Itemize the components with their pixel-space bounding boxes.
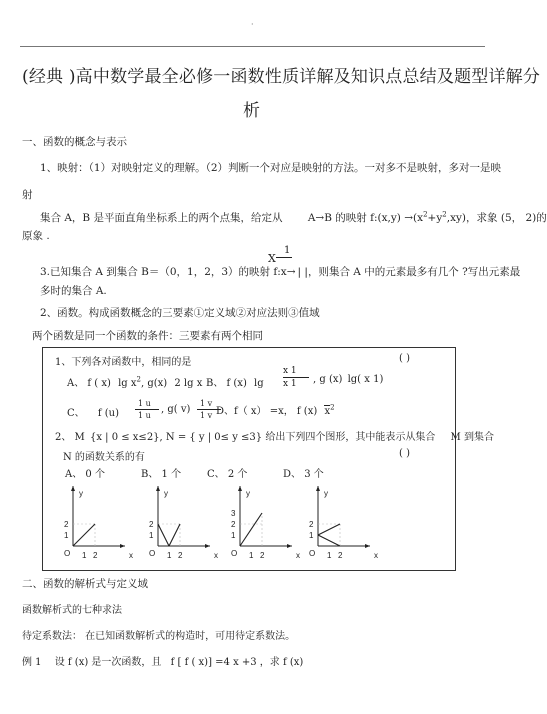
q1-b-g-label: , g (x) — [313, 374, 343, 385]
same-function-condition: 两个函数是同一个函数的条件：三要素有两个相同 — [32, 330, 263, 342]
graph-2-x-tick-2: 2 — [178, 551, 183, 560]
q1-b-den: x 1 — [283, 379, 297, 389]
item3-text-b: ，则集合 A 中的元素最多有几个 ?写出元素最 — [307, 266, 521, 278]
graph-3-y-tick-2: 2 — [231, 520, 236, 529]
section-1-heading: 一、函数的概念与表示 — [22, 136, 127, 148]
item3-frac-bar — [276, 257, 292, 258]
choice-b: B、 1 个 — [141, 469, 182, 480]
graph-4-x-label: x — [374, 551, 378, 560]
example-1-label: 例 1 — [22, 657, 42, 668]
graph-2-segment-1 — [158, 524, 169, 546]
graph-4-y-tick-1: 1 — [309, 531, 314, 540]
q1-a-g2: 2 lg x — [174, 378, 203, 389]
graph-4-y-arrow — [316, 486, 320, 491]
q2-paren: ( ) — [399, 448, 410, 459]
item3-text-a: 3.已知集合 A 到集合 B＝（0，1，2，3）的映射 f:x→ — [40, 266, 296, 278]
example-1-text: 设 f (x) 是一次函数，且 — [54, 657, 162, 668]
q1-c-num1: 1 u — [138, 399, 151, 408]
graph-4-x-tick-1: 1 — [327, 551, 332, 560]
q1-c-g: , g( v) — [161, 404, 191, 415]
q1-c-den1: 1 u — [138, 411, 151, 420]
graph-2-y-label: y — [164, 489, 168, 498]
graph-4-segment-1 — [318, 524, 340, 535]
q1-b-g2: lg( x 1) — [347, 374, 384, 385]
graph-2-x-tick-1: 1 — [167, 551, 172, 560]
map-sup-1: 2 — [423, 210, 428, 219]
q1-d-expr: x — [324, 406, 331, 417]
q1-d-text: D、f（ x） =x， f (x) — [216, 406, 318, 417]
sets-paragraph-a — [40, 210, 547, 225]
q1-b-num: x 1 — [283, 366, 297, 376]
item-1-line-a: 1、映射：（1）对映射定义的理解。（2）判断一个对应是映射的方法。一对多不是映射，多对一是映 — [40, 162, 502, 174]
graph-2-origin-label: O — [149, 549, 156, 558]
graph-3-x-label: x — [296, 551, 300, 560]
choice-c: C、 2 个 — [207, 469, 248, 480]
graph-2-x-arrow — [205, 544, 210, 548]
item3-frac-top: 1 — [284, 245, 291, 256]
map-text: A→B 的映射 f:(x,y) →(x — [307, 212, 424, 224]
example-1-eq: f [ f ( x)] =4 x +3 ，求 f (x) — [170, 657, 304, 668]
q2-a: 2、 M — [55, 432, 85, 443]
undetermined-method: 待定系数法： 在已知函数解析式的构造时，可用待定系数法。 — [22, 631, 296, 642]
example-1 — [22, 653, 303, 668]
graph-1-y-label: y — [79, 489, 83, 498]
graph-3-y-tick-1: 1 — [231, 531, 236, 540]
graph-1-y-arrow — [71, 486, 75, 491]
graph-3-x-tick-1: 1 — [249, 551, 254, 560]
graph-2-y-tick-1: 1 — [149, 531, 154, 540]
graph-4-x-tick-2: 2 — [338, 551, 343, 560]
item3-frac-x: X — [268, 252, 276, 265]
graph-3-origin-label: O — [231, 549, 238, 558]
sets-paragraph-b: 原象 . — [22, 230, 50, 242]
methods-heading: 函数解析式的七种求法 — [22, 605, 122, 616]
graph-4-y-label: y — [324, 489, 328, 498]
graph-1-origin-label: O — [64, 549, 71, 558]
graph-2-y-arrow — [156, 486, 160, 491]
q1-b-lg: lg — [254, 378, 264, 389]
graph-4-y-tick-2: 2 — [309, 520, 314, 529]
graph-3-x-arrow — [287, 544, 292, 548]
graph-3-y-label: y — [246, 489, 250, 498]
q1-c-label: C、 — [67, 408, 85, 419]
q1-a-sup: 2 — [136, 375, 141, 384]
graph-3-x-tick-2: 2 — [260, 551, 265, 560]
item-2-functions: 2、函数。构成函数概念的三要素①定义域②对应法则③值域 — [40, 307, 320, 319]
graph-1-y-tick-2: 2 — [64, 520, 69, 529]
graph-1-x-tick-2: 2 — [93, 551, 98, 560]
graph-4-origin-label: O — [309, 549, 316, 558]
exercise-box — [42, 347, 494, 571]
item-1-line-b: 射 — [22, 189, 33, 201]
q1-c-num2: 1 v — [200, 399, 213, 408]
graph-1-segment-1 — [73, 524, 95, 546]
section-2-heading: 二、函数的解析式与定义域 — [22, 578, 148, 590]
sets-text: 集合 A，B 是平面直角坐标系上的两个点集，给定从 — [40, 212, 283, 224]
q2-b: {x | 0 ≤ x≤2}, N = { y | 0≤ y ≤3} 给出下列四个图形，其中能表示从集合 — [89, 432, 436, 443]
graph-2-x-label: x — [214, 551, 218, 560]
choice-d: D、 3 个 — [283, 469, 324, 480]
graph-2-y-tick-2: 2 — [149, 520, 154, 529]
q1-text: 1、下列各对函数中，相同的是 — [55, 357, 192, 368]
q2-c: M 到集合 — [450, 432, 494, 443]
top-rule — [20, 46, 485, 47]
q1-a-g: , g(x) — [140, 378, 168, 389]
graph-1-y-tick-1: 1 — [64, 531, 69, 540]
item-3-line-a — [40, 264, 520, 279]
q1-d-sup: 2 — [330, 403, 335, 412]
q1-a-label: A、 f ( x) — [67, 378, 111, 389]
graph-1-x-label: x — [129, 551, 133, 560]
q1-paren: ( ) — [399, 353, 410, 364]
map-text-2: +y — [427, 212, 443, 224]
graph-1-x-tick-1: 1 — [82, 551, 87, 560]
graph-4-x-arrow — [365, 544, 370, 548]
title-line-1: (经典 )高中数学最全必修一函数性质详解及知识点总结及题型详解分 — [22, 67, 541, 87]
title-line-2: 析 — [243, 101, 260, 121]
graph-1-x-arrow — [120, 544, 125, 548]
item-3-line-c: 多时的集合 A. — [40, 285, 107, 297]
item3-abs: | | — [297, 266, 308, 278]
q1-b-label: B、 f (x) — [206, 378, 247, 389]
function-graphs — [43, 348, 455, 570]
graph-3-segment-1 — [240, 513, 262, 546]
header-dot: · — [251, 20, 254, 29]
map-sup-2: 2 — [442, 210, 447, 219]
q1-c-f: f (u) — [97, 408, 119, 419]
graph-3-y-arrow — [238, 486, 242, 491]
map-text-3: ,xy)，求象 (5， 2)的 — [446, 212, 547, 224]
graph-4-segment-2 — [318, 535, 340, 546]
graph-3-y-tick-3: 3 — [231, 509, 236, 518]
q1-c-den2: 1 v — [200, 411, 213, 420]
graph-2-segment-2 — [169, 524, 180, 546]
choice-a: A、 0 个 — [65, 469, 105, 480]
q2-line-d: N 的函数关系的有 — [63, 452, 145, 463]
q1-a-expr: lg x — [118, 378, 137, 389]
